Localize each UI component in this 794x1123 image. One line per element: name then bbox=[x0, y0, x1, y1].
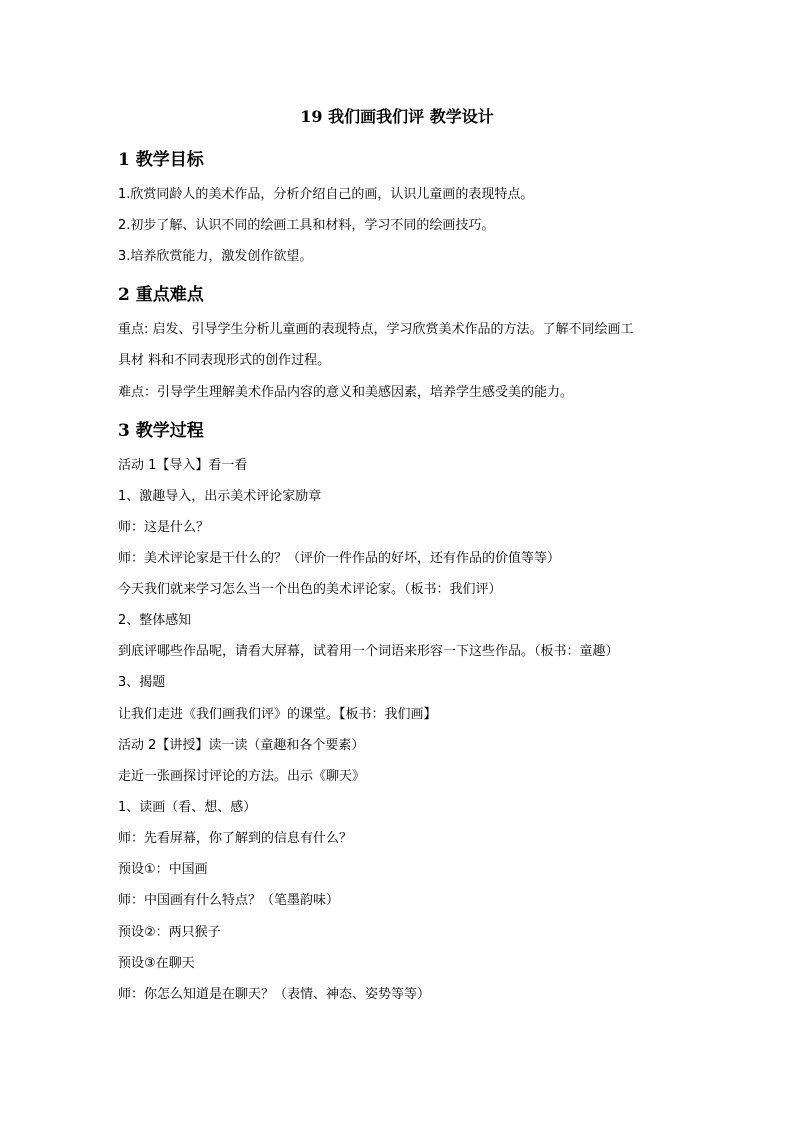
paragraph: 预设②：两只猴子 bbox=[118, 925, 221, 940]
document-title: 19 我们画我们评 教学设计 bbox=[300, 107, 494, 126]
paragraph: 今天我们就来学习怎么当一个出色的美术评论家。（板书：我们评） bbox=[118, 582, 502, 597]
paragraph: 重点: 启发、引导学生分析儿童画的表现特点，学习欣赏美术作品的方法。了解不同绘画工 bbox=[118, 322, 634, 337]
paragraph: 师：这是什么？ bbox=[118, 520, 210, 535]
paragraph: 到底评哪些作品呢，请看大屏幕，试着用一个词语来形容一下这些作品。（板书：童趣） bbox=[118, 644, 619, 659]
paragraph: 师：中国画有什么特点？（笔墨韵味） bbox=[118, 893, 340, 908]
paragraph: 具材 料和不同表现形式的创作过程。 bbox=[118, 353, 331, 368]
section-heading-key-points: 2 重点难点 bbox=[118, 285, 204, 305]
paragraph: 3、揭题 bbox=[118, 675, 166, 690]
paragraph: 师：你怎么知道是在聊天？（表情、神态、姿势等等） bbox=[118, 987, 431, 1002]
paragraph: 2、整体感知 bbox=[118, 613, 192, 628]
paragraph: 让我们走进《我们画我们评》的课堂。【板书：我们画】 bbox=[118, 707, 437, 722]
section-heading-process: 3 教学过程 bbox=[118, 421, 204, 441]
paragraph: 师：美术评论家是干什么的？（评价一件作品的好坏，还有作品的价值等等） bbox=[118, 551, 561, 566]
paragraph: 2.初步了解、认识不同的绘画工具和材料，学习不同的绘画技巧。 bbox=[118, 218, 495, 233]
paragraph: 师：先看屏幕，你了解到的信息有什么？ bbox=[118, 831, 353, 846]
paragraph: 活动 2【讲授】读一读（童趣和各个要素） bbox=[118, 738, 365, 753]
paragraph: 难点：引导学生理解美术作品内容的意义和美感因素，培养学生感受美的能力。 bbox=[118, 385, 574, 400]
paragraph: 活动 1【导入】看一看 bbox=[118, 458, 248, 473]
paragraph: 1、读画（看、想、感） bbox=[118, 800, 257, 815]
section-heading-objectives: 1 教学目标 bbox=[118, 150, 204, 170]
paragraph: 1.欣赏同龄人的美术作品，分析介绍自己的画，认识儿童画的表现特点。 bbox=[118, 187, 534, 202]
paragraph: 预设①：中国画 bbox=[118, 862, 208, 877]
paragraph: 预设③在聊天 bbox=[118, 956, 195, 971]
paragraph: 走近一张画探讨评论的方法。出示《聊天》 bbox=[118, 769, 366, 784]
paragraph: 1、激趣导入，出示美术评论家励章 bbox=[118, 489, 322, 504]
paragraph: 3.培养欣赏能力，激发创作欲望。 bbox=[118, 249, 313, 264]
